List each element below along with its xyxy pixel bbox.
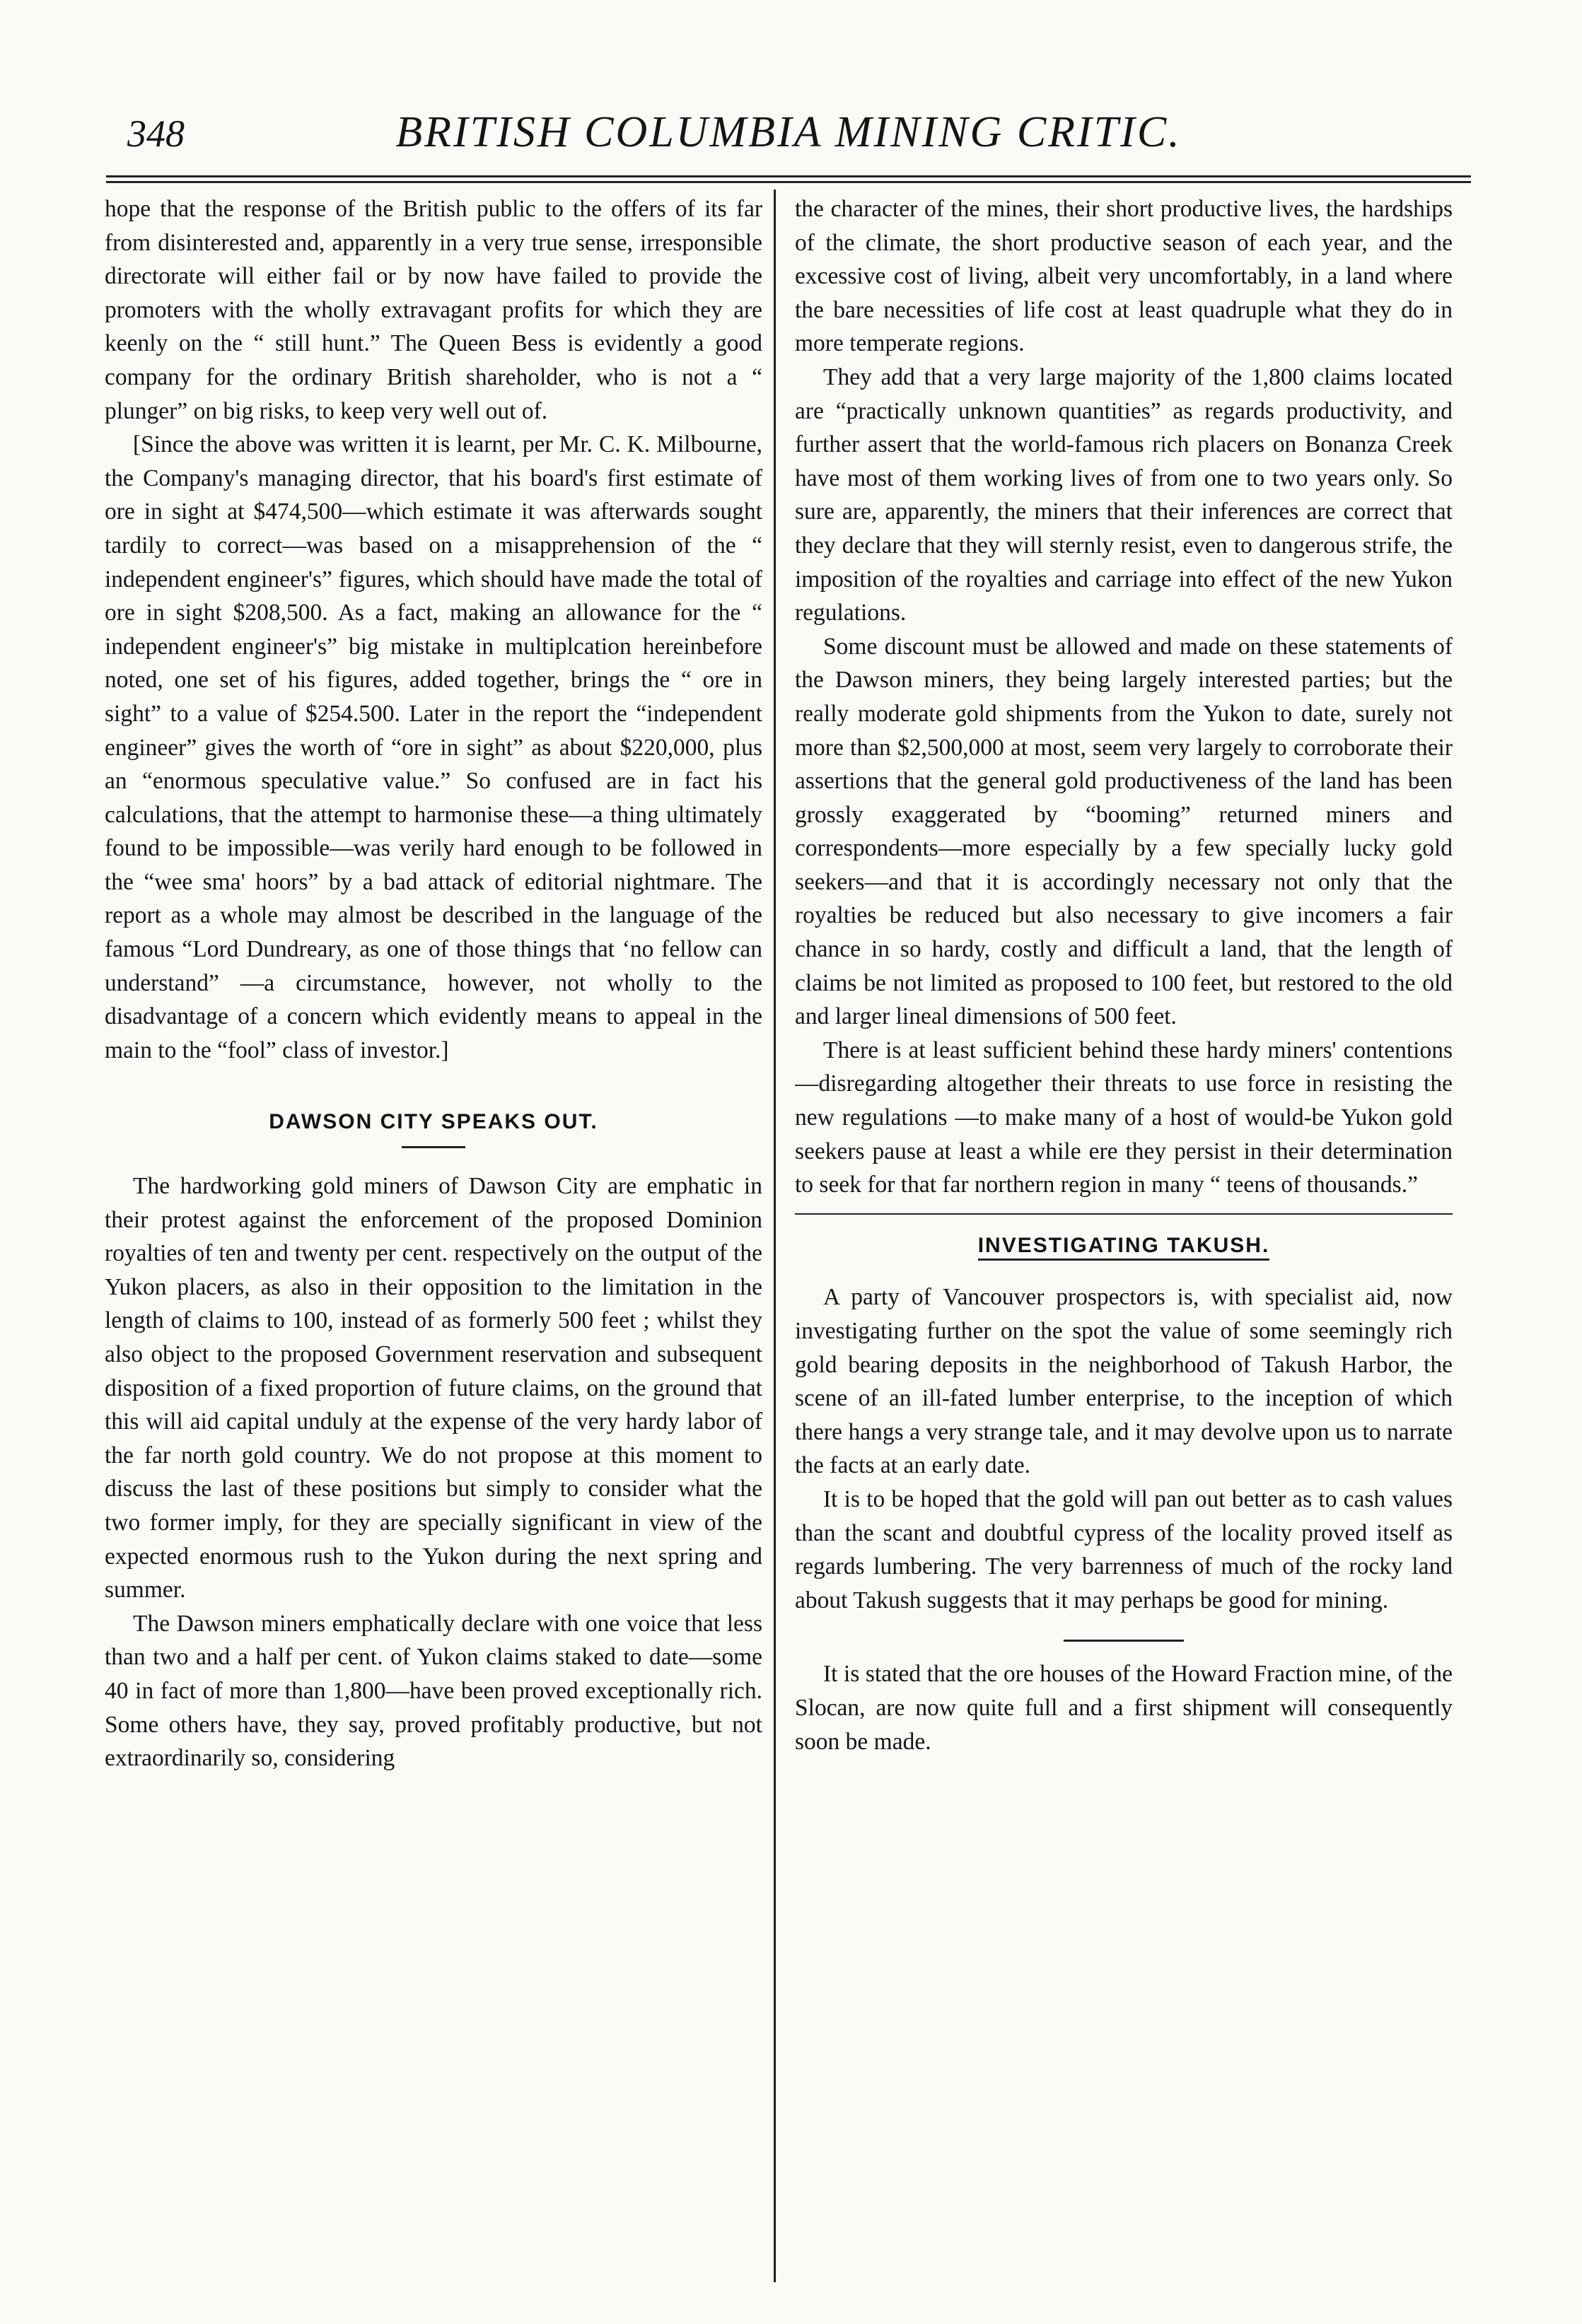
column-divider: [774, 189, 776, 2282]
paragraph: There is at least sufficient behind these hardy miners' contentions—disregarding altogether their threats to use force in resisting the new regulations —to make many of a host of would-be Yukon gold seekers pause at least a while ere they persist in their determination to seek for that far northern region in many “ teens of thousands.”: [795, 1037, 1453, 1198]
paragraph: It is to be hoped that the gold will pan out better as to cash values than the scant and doubtful cypress of the locality proved itself as regards lumbering. The very barrenness of much of the rocky land about Takush suggests that it may perhaps be good for mining.: [795, 1485, 1453, 1613]
paragraph: Some discount must be allowed and made on these statements of the Dawson miners, they being largely interested parties; but the really moderate gold shipments from the Yukon to date, surely not more than $2,500,000 at most, seem very largely to corroborate their assertions that the general gold productiveness of the land has been grossly exaggerated by “booming” returned miners and correspondents—more especially by a few specially lucky gold seekers—and that it is accordingly necessary not only that the royalties be reduced but also necessary to give incomers a fair chance in so hardy, costly and difficult a land, that the length of claims be not limited as proposed to 100 feet, but restored to the old and larger lineal dimensions of 500 feet.: [795, 633, 1453, 1030]
header-rule-top: [106, 175, 1471, 177]
paragraph: The Dawson miners emphatically declare with one voice that less than two and a half per cent. of Yukon claims staked to date—some 40 in fact of more than 1,800—have been proved exceptionally rich. Some others have, they say, proved profitably productive, but not extraordinarily so, considering: [105, 1610, 762, 1772]
paragraph: The hardworking gold miners of Dawson City are emphatic in their protest against the enforcement of the proposed Dominion royalties of ten and twenty per cent. respectively on the output of the Yukon placers, as also in their opposition to the limitation in the length of claims to 100, instead of as formerly 500 feet ; whilst they also object to the proposed Government reservation and subsequent disposition of a fixed proportion of future claims, on the ground that this will aid capital unduly at the expense of the very hardy labor of the far north gold country. We do not propose at this moment to discuss the last of these positions but simply to consider what the two former imply, for they are specially significant in view of the expected enormous rush to the Yukon during the next spring and summer.: [105, 1173, 762, 1604]
right-column: [795, 192, 1453, 2292]
paragraph: [Since the above was written it is learnt, per Mr. C. K. Milbourne, the Company's managing director, that his board's first estimate of ore in sight at $474,500—which estimate it was afterwards sought tardily to correct—was based on a misapprehension of the “ independent engineer's” figures, which should have made the total of ore in sight $208,500. As a fact, making an allowance for the “ independent engineer's” big mistake in multiplcation hereinbefore noted, one set of his figures, added together, brings the “ ore in sight” to a value of $254.500. Later in the report the “independent engineer” gives the worth of “ore in sight” as about $220,000, plus an “enormous speculative value.” So confused are in fact his calculations, that the attempt to harmonise these—a thing ultimately found to be impossible—was verily hard enough to be followed in the “wee sma' hoors” by a bad attack of editorial nightmare. The report as a whole may almost be described in the language of the famous “Lord Dundreary, as one of those things that ‘no fellow can understand” —a circumstance, however, not wholly to the disadvantage of a concern which evidently means to appeal in the main to the “fool” class of investor.]: [105, 431, 762, 1063]
section-rule: [795, 1213, 1453, 1215]
paragraph: hope that the response of the British public to the offers of its far from disinterested and, apparently in a very true sense, irresponsible directorate will either fail or by now have failed to provide the promoters with the wholly extravagant profits for which they are keenly on the “ still hunt.” The Queen Bess is evidently a good company for the ordinary British shareholder, who is not a “ plunger” on big risks, to keep very well out of.: [105, 196, 762, 424]
section-heading-takush-text: INVESTIGATING TAKUSH.: [978, 1234, 1270, 1261]
section-heading-dawson: DAWSON CITY SPEAKS OUT.: [269, 1110, 598, 1134]
running-title: BRITISH COLUMBIA MINING CRITIC.: [395, 108, 1182, 156]
left-column: [105, 192, 762, 2292]
heading-rule: [402, 1146, 465, 1148]
page-header: [106, 105, 1471, 168]
section-rule-short: [1064, 1640, 1184, 1642]
header-rule-bottom: [106, 181, 1471, 183]
paragraph: It is stated that the ore houses of the Howard Fraction mine, of the Slocan, are now quite full and a first shipment will consequently soon be made.: [795, 1661, 1453, 1755]
paragraph: A party of Vancouver prospectors is, with specialist aid, now investigating further on the spot the value of some seemingly rich gold bearing deposits in the neighborhood of Takush Harbor, the scene of an ill-fated lumber enterprise, to the inception of which there hangs a very strange tale, and it may devolve upon us to narrate the facts at an early date.: [795, 1284, 1453, 1479]
paragraph: the character of the mines, their short productive lives, the hardships of the climate, the short productive season of each year, and the excessive cost of living, albeit very uncomfortably, in a land where the bare necessities of life cost at least quadruple what they do in more temperate regions.: [795, 196, 1453, 357]
paragraph: They add that a very large majority of the 1,800 claims located are “practically unknown quantities” as regards productivity, and further assert that the world-famous rich placers on Bonanza Creek have most of them working lives of from one to two years only. So sure are, apparently, the miners that their inferences are correct that they declare that they will sternly resist, even to dangerous strife, the imposition of the royalties and carriage into effect of the new Yukon regulations.: [795, 363, 1453, 626]
page-number: 348: [127, 112, 185, 155]
section-heading-takush: [795, 1229, 1453, 1263]
